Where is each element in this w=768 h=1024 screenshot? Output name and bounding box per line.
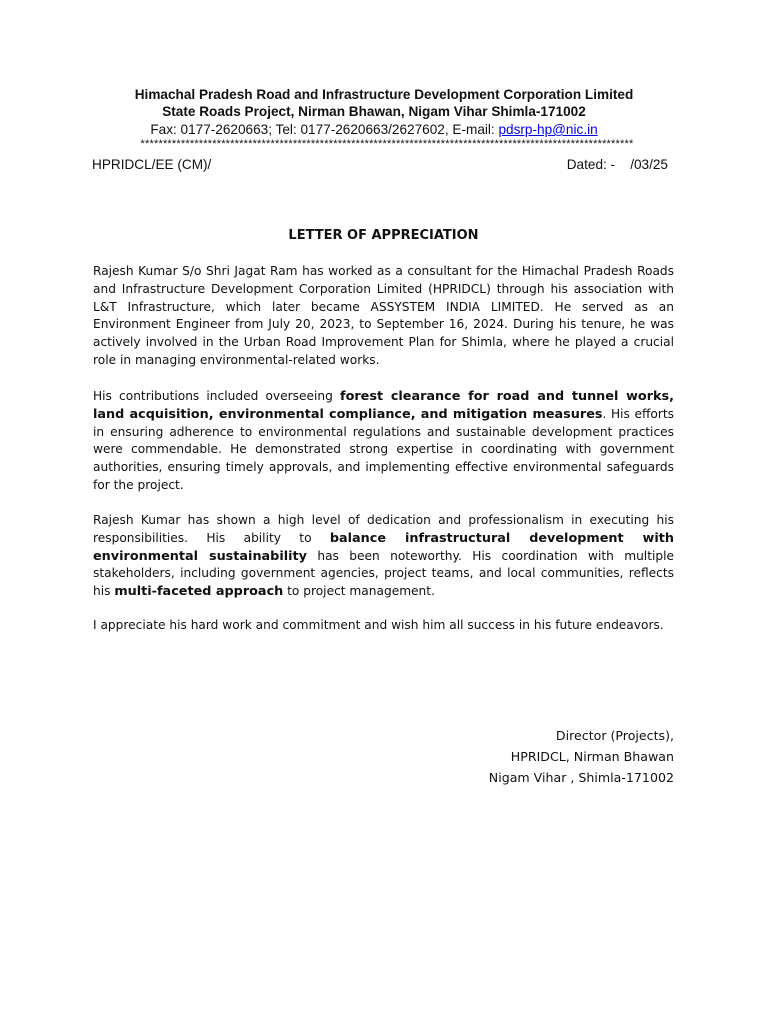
emphasis-text: forest clearance for road and tunnel works, land acquisition, environmental compliance, and mitigation measures: [93, 389, 675, 422]
paragraph-text: His contributions included overseeing: [93, 389, 340, 403]
contact-details: Fax: 0177-2620663; Tel: 0177-2620663/2627602, E-mail:: [150, 122, 499, 137]
paragraph-text: Rajesh Kumar has shown a high level of dedication and professionalism in executing his responsibilities. His ability to: [93, 513, 674, 545]
organization-name: Himachal Pradesh Road and Infrastructure Development Corporation Limited: [134, 87, 634, 102]
reference-number: HPRIDCL/EE (CM)/: [92, 157, 212, 172]
body-paragraph-4: I appreciate his hard work and commitment and wish him all success in his future endeavors.: [93, 618, 664, 632]
letter-title: LETTER OF APPRECIATION: [288, 228, 479, 243]
project-address: State Roads Project, Nirman Bhawan, Nigam Vihar Shimla-171002: [162, 104, 586, 119]
contact-line: [50, 122, 698, 137]
emphasis-text: multi-faceted approach: [114, 584, 284, 600]
body-paragraph-1: Rajesh Kumar S/o Shri Jagat Ram has worked as a consultant for the Himachal Pradesh Roads and Infrastructure Development Corporation Limited (HPRIDCL) through his association with L&T Infrastructure, which later became ASSYSTEM INDIA LIMITED. He served as an Environment Engineer from July 20, 2023, to September 16, 2024. During his tenure, he was actively involved in the Urban Road Improvement Plan for Shimla, where he played a crucial role in managing environmental-related works.: [93, 264, 674, 367]
signatory-address: Nigam Vihar , Shimla-171002: [488, 770, 674, 785]
paragraph-text: . His efforts in ensuring adherence to environmental regulations and sustainable development practices were commendable. He demonstrated strong expertise in coordinating with government authorities, ensuring timely approvals, and implementing effective environmental safeguards for the project.: [93, 406, 674, 492]
body-paragraph-2: [93, 388, 674, 495]
paragraph-text: has been noteworthy. His coordination with multiple stakeholders, including government agencies, project teams, and local communities, reflects his: [93, 548, 674, 599]
header-separator: **************************************************************************************************************: [140, 138, 634, 150]
signatory-title: Director (Projects),: [555, 728, 674, 743]
body-paragraph-3: [93, 512, 674, 601]
emphasis-text: balance infrastructural development with environmental sustainability: [93, 530, 674, 564]
paragraph-text: to project management.: [283, 584, 435, 599]
signatory-office: HPRIDCL, Nirman Bhawan: [510, 749, 674, 764]
email-link[interactable]: pdsrp-hp@nic.in: [498, 122, 598, 137]
letter-date: Dated: - /03/25: [566, 157, 668, 172]
